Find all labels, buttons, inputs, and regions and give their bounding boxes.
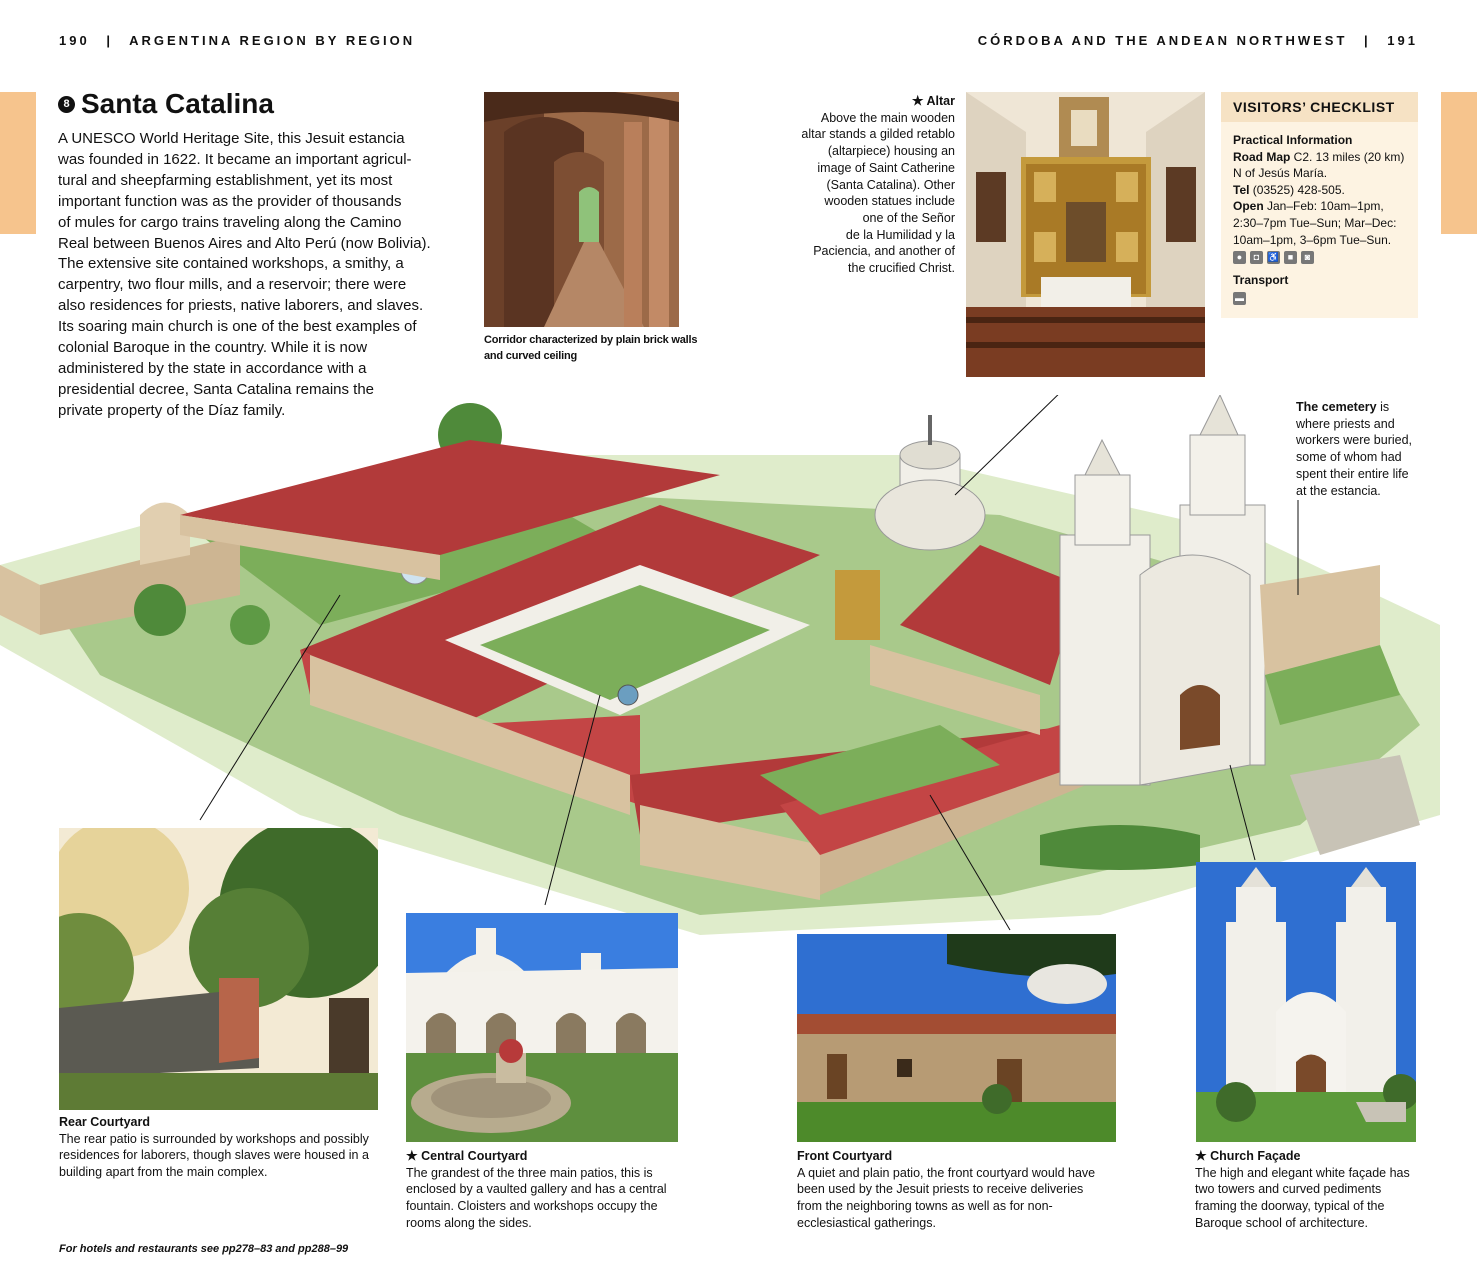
rear-courtyard-caption — [59, 1114, 389, 1181]
altar-line: Paciencia, and another of — [813, 244, 955, 259]
article-title: Santa Catalina — [81, 88, 274, 119]
church-facade-heading: Church Façade — [1210, 1149, 1301, 1163]
left-page-number: 190 — [59, 33, 90, 48]
guide-icon: ● — [1233, 251, 1246, 264]
intro-line: of mules for cargo trains traveling along the Camino — [58, 213, 402, 231]
intro-line: colonial Baroque in the country. While it is now — [58, 339, 368, 357]
intro-line: important function was as the provider of thousands — [58, 192, 402, 210]
front-courtyard-photo — [797, 934, 1116, 1142]
practical-info-heading: Practical Information — [1233, 133, 1353, 147]
left-thumb-tab — [0, 92, 36, 234]
intro-paragraph — [58, 129, 450, 422]
rear-courtyard-line: The rear patio is surrounded by workshops and possibly — [59, 1131, 369, 1146]
header-divider: | — [1364, 33, 1371, 48]
central-courtyard-line: enclosed by a vaulted gallery and has a central — [406, 1182, 667, 1197]
altar-heading-row — [780, 93, 955, 110]
left-section-title: ARGENTINA REGION BY REGION — [129, 33, 416, 48]
transport-heading: Transport — [1233, 273, 1289, 288]
right-thumb-tab — [1441, 92, 1477, 234]
front-courtyard-line: ecclesiastical gatherings. — [797, 1215, 936, 1230]
checklist-heading: VISITORS’ CHECKLIST — [1221, 92, 1418, 122]
visitors-checklist — [1221, 92, 1418, 318]
caption-line: and curved ceiling — [484, 350, 577, 362]
open-label: Open — [1233, 199, 1264, 214]
central-courtyard-line: The grandest of the three main patios, this is — [406, 1165, 653, 1180]
altar-line: image of Saint Catherine — [817, 160, 955, 175]
rear-courtyard-line: building apart from the main complex. — [59, 1165, 268, 1180]
entry-number-badge: 8 — [58, 96, 75, 113]
intro-line: Its soaring main church is one of the best examples of — [58, 318, 417, 336]
altar-line: de la Humilidad y la — [845, 227, 955, 242]
road-map-row — [1233, 149, 1406, 166]
cemetery-line: where priests and — [1296, 416, 1395, 431]
central-courtyard-line: fountain. Cloisters and workshops occupy the — [406, 1199, 658, 1214]
corridor-photo — [484, 92, 679, 327]
central-courtyard-line: rooms along the sides. — [406, 1215, 532, 1230]
camera-icon: ◘ — [1250, 251, 1263, 264]
rear-courtyard-heading: Rear Courtyard — [59, 1115, 150, 1129]
open-value: Jan–Feb: 10am–1pm, — [1263, 199, 1384, 214]
church-facade-caption — [1195, 1148, 1435, 1232]
open-value-3: 10am–1pm, 3–6pm Tue–Sun. — [1233, 232, 1392, 247]
altar-heading: Altar — [926, 94, 955, 108]
road-map-value-2: N of Jesús María. — [1233, 166, 1328, 181]
tel-row — [1233, 182, 1406, 199]
rear-courtyard-photo — [59, 828, 378, 1110]
intro-line: private property of the Díaz family. — [58, 401, 286, 419]
facility-icons — [1233, 251, 1406, 264]
altar-line: wooden statues include — [824, 194, 955, 209]
accessibility-icon: ♿ — [1267, 252, 1280, 263]
church-facade-line: The high and elegant white façade has — [1195, 1165, 1410, 1180]
church-facade-line: framing the doorway, typical of the — [1195, 1199, 1385, 1214]
front-courtyard-heading: Front Courtyard — [797, 1149, 893, 1163]
open-value-2: 2:30–7pm Tue–Sun; Mar–Dec: — [1233, 215, 1397, 230]
central-courtyard-caption — [406, 1148, 696, 1232]
front-courtyard-line: A quiet and plain patio, the front courtyard would have — [797, 1165, 1096, 1180]
altar-line: (altarpiece) housing an — [827, 144, 955, 159]
church-facade-line: two towers and curved pediments — [1195, 1182, 1382, 1197]
footer-cross-reference: For hotels and restaurants see pp278–83 and pp288–99 — [59, 1243, 349, 1255]
central-courtyard-heading: Central Courtyard — [421, 1149, 528, 1163]
front-courtyard-line: been used by the Jesuit priests to receive deliveries — [797, 1182, 1084, 1197]
church-facade-heading-row — [1195, 1148, 1435, 1165]
cemetery-line: at the estancia. — [1296, 483, 1381, 498]
rear-courtyard-line: residences for laborers, though slaves were housed in a — [59, 1148, 369, 1163]
cemetery-line: is — [1376, 400, 1390, 414]
article-title-row — [58, 88, 274, 120]
altar-line: one of the Señor — [862, 210, 955, 225]
right-page-number: 191 — [1387, 33, 1418, 48]
front-courtyard-caption — [797, 1148, 1127, 1232]
church-facade-photo — [1196, 862, 1416, 1142]
intro-line: carpentry, two flour mills, and a reservoir; there were — [58, 276, 407, 294]
intro-line: administered by the state in accordance with a — [58, 359, 367, 377]
road-map-label: Road Map — [1233, 149, 1291, 164]
cemetery-lead: The cemetery — [1296, 400, 1377, 414]
intro-line: The extensive site contained workshops, a smithy, a — [58, 255, 404, 273]
star-icon: ★ — [1195, 1148, 1207, 1163]
central-courtyard-photo — [406, 913, 678, 1142]
intro-line: also residences for priests, native laborers, and slaves. — [58, 297, 424, 315]
altar-line: altar stands a gilded retablo — [801, 127, 955, 142]
tel-value: (03525) 428-505. — [1249, 182, 1345, 197]
bus-icon: ▬ — [1235, 292, 1244, 303]
transport-icons — [1233, 292, 1406, 305]
intro-line: Real between Buenos Aires and Alto Perú (now Bolivia). — [58, 234, 431, 252]
central-courtyard-heading-row — [406, 1148, 696, 1165]
star-icon: ★ — [911, 93, 924, 108]
cemetery-line: workers were buried, — [1296, 433, 1413, 448]
church-facade-line: Baroque school of architecture. — [1195, 1215, 1369, 1230]
right-running-header — [978, 33, 1418, 48]
intro-line: presidential decree, Santa Catalina remains the — [58, 380, 375, 398]
altar-line: the crucified Christ. — [848, 261, 955, 276]
shop-icon: ■ — [1284, 251, 1297, 264]
cemetery-line: some of whom had — [1296, 450, 1402, 465]
tel-label: Tel — [1233, 182, 1250, 197]
cafe-icon: ◙ — [1301, 251, 1314, 264]
intro-line: was founded in 1622. It became an important agricul- — [58, 150, 412, 168]
intro-line: A UNESCO World Heritage Site, this Jesuit estancia — [58, 130, 405, 147]
left-running-header — [59, 33, 415, 48]
star-icon: ★ — [406, 1148, 418, 1163]
right-section-title: CÓRDOBA AND THE ANDEAN NORTHWEST — [977, 33, 1348, 48]
altar-photo — [966, 92, 1205, 377]
cemetery-line: spent their entire life — [1296, 466, 1409, 481]
intro-line: tural and sheepfarming establishment, yet its most — [58, 171, 393, 189]
road-map-value: C2. 13 miles (20 km) — [1290, 149, 1405, 164]
header-divider: | — [106, 33, 113, 48]
caption-line: Corridor characterized by plain brick walls — [484, 334, 698, 346]
checklist-body — [1221, 122, 1418, 305]
altar-callout — [780, 93, 955, 277]
altar-line: (Santa Catalina). Other — [826, 177, 955, 192]
front-courtyard-line: from the neighboring towns as well as for non- — [797, 1199, 1053, 1214]
open-row — [1233, 198, 1406, 215]
altar-line: Above the main wooden — [820, 110, 955, 125]
corridor-caption — [484, 332, 697, 364]
